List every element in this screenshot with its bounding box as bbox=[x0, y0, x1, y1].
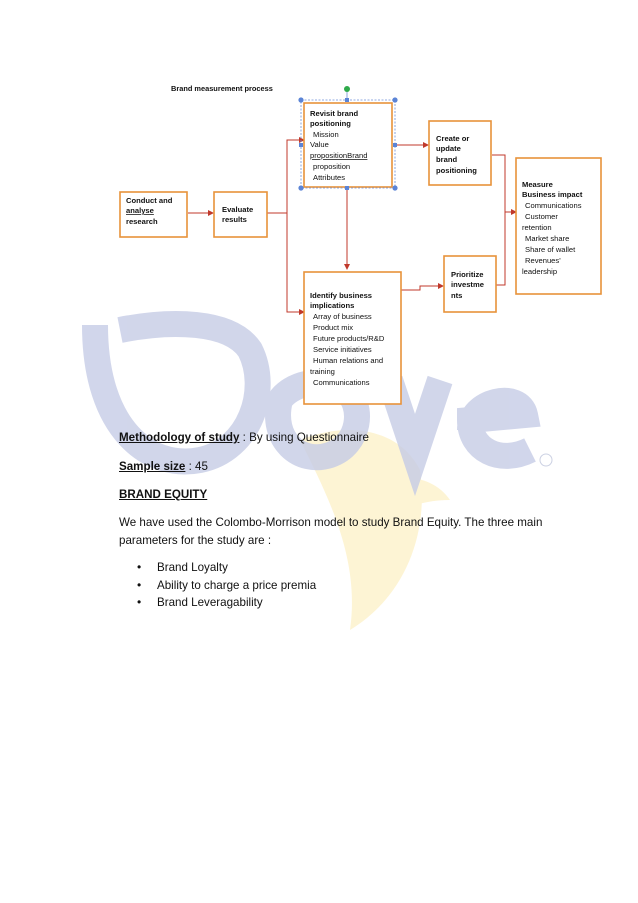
sample-size-line bbox=[119, 458, 208, 476]
svg-text:positioning: positioning bbox=[310, 119, 351, 128]
svg-text:Array of business: Array of business bbox=[313, 312, 372, 321]
svg-text:positioning: positioning bbox=[436, 166, 477, 175]
brand-equity-heading: BRAND EQUITY bbox=[119, 488, 208, 501]
brand-equity-paragraph bbox=[119, 514, 542, 550]
svg-text:Create or: Create or bbox=[436, 134, 470, 143]
svg-text:Revenues': Revenues' bbox=[525, 256, 561, 265]
methodology-line bbox=[119, 429, 369, 447]
svg-text:Communications: Communications bbox=[313, 378, 370, 387]
svg-text:Human relations and: Human relations and bbox=[313, 356, 384, 365]
brand-measurement-diagram bbox=[0, 0, 638, 420]
rotate-handle[interactable] bbox=[344, 86, 350, 92]
list-item: • Brand Leveragability bbox=[137, 594, 316, 612]
svg-text:Revisit brand: Revisit brand bbox=[310, 109, 359, 118]
svg-text:Identify business: Identify business bbox=[310, 291, 373, 300]
diagram-title: Brand measurement process bbox=[171, 84, 273, 93]
svg-text:analyse: analyse bbox=[126, 206, 154, 215]
svg-text:retention: retention bbox=[522, 223, 552, 232]
svg-text:Market share: Market share bbox=[525, 234, 570, 243]
box-measure-impact bbox=[516, 158, 601, 294]
svg-text:Service initiatives: Service initiatives bbox=[313, 345, 372, 354]
svg-text:nts: nts bbox=[451, 291, 463, 300]
svg-text:implications: implications bbox=[310, 301, 355, 310]
svg-text:Product mix: Product mix bbox=[313, 323, 354, 332]
svg-text:Conduct and: Conduct and bbox=[126, 196, 173, 205]
registered-mark bbox=[540, 454, 552, 466]
box-evaluate-results bbox=[214, 192, 267, 237]
list-item: • Ability to charge a price premia bbox=[137, 577, 316, 595]
svg-text:update: update bbox=[436, 144, 461, 153]
svg-text:training: training bbox=[310, 367, 335, 376]
svg-text:Value: Value bbox=[310, 140, 329, 149]
svg-text:Business impact: Business impact bbox=[522, 190, 583, 199]
svg-text:Measure: Measure bbox=[522, 180, 553, 189]
svg-text:leadership: leadership bbox=[522, 267, 558, 276]
svg-text:Mission: Mission bbox=[313, 130, 339, 139]
svg-text:Evaluate: Evaluate bbox=[222, 205, 254, 214]
sample-size-value: : 45 bbox=[185, 460, 208, 473]
sample-size-label: Sample size bbox=[119, 460, 186, 473]
box-identify-implications bbox=[304, 272, 401, 404]
svg-text:Prioritize: Prioritize bbox=[451, 270, 484, 279]
methodology-label: Methodology of study bbox=[119, 431, 240, 444]
box-conduct-research bbox=[120, 192, 187, 237]
paragraph-line-1: We have used the Colombo-Morrison model to study Brand Equity. The three main bbox=[119, 516, 543, 529]
svg-text:Customer: Customer bbox=[525, 212, 558, 221]
paragraph-line-2: parameters for the study are : bbox=[119, 534, 272, 547]
svg-text:brand: brand bbox=[436, 155, 458, 164]
parameter-list bbox=[137, 559, 316, 612]
box-prioritize-investments bbox=[444, 256, 496, 312]
svg-text:research: research bbox=[126, 217, 158, 226]
svg-text:Future products/R&D: Future products/R&D bbox=[313, 334, 385, 343]
svg-text:Share of wallet: Share of wallet bbox=[525, 245, 576, 254]
svg-text:investme: investme bbox=[451, 280, 484, 289]
svg-text:Communications: Communications bbox=[525, 201, 582, 210]
svg-text:Attributes: Attributes bbox=[313, 173, 346, 182]
svg-text:results: results bbox=[222, 215, 247, 224]
box-create-positioning bbox=[429, 121, 491, 185]
list-item: • Brand Loyalty bbox=[137, 559, 316, 577]
svg-text:propositionBrand: propositionBrand bbox=[310, 151, 368, 160]
box-revisit-positioning[interactable] bbox=[298, 86, 397, 191]
svg-text:proposition: proposition bbox=[313, 162, 351, 171]
methodology-value: : By using Questionnaire bbox=[239, 431, 369, 444]
